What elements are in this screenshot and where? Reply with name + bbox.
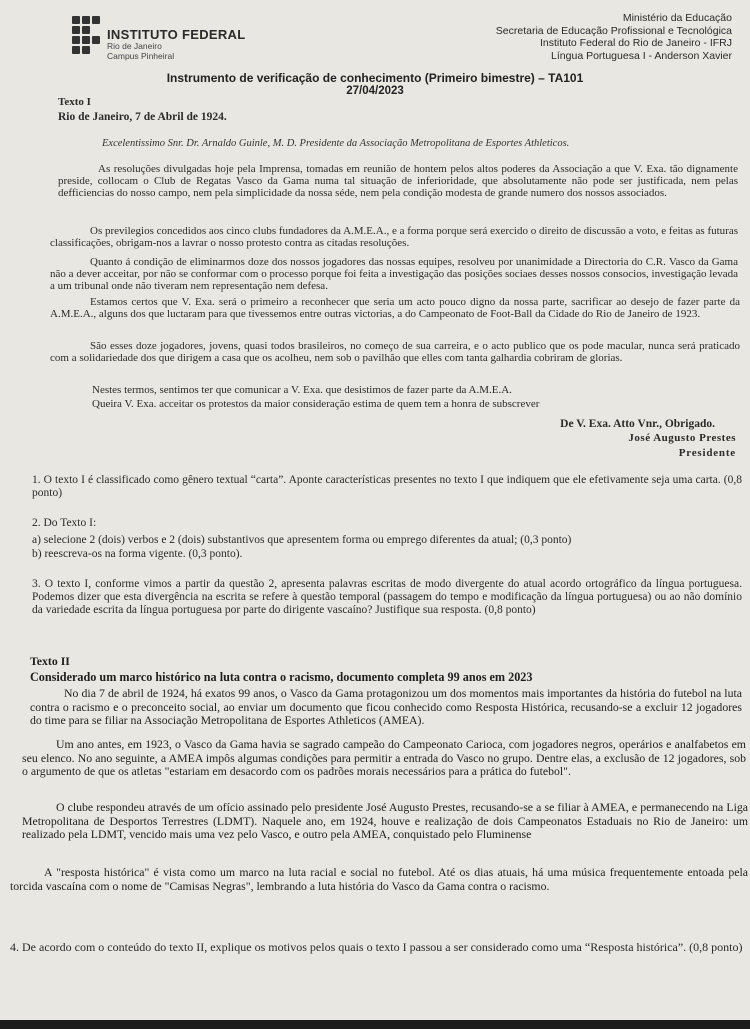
letter-paragraph-5: São esses doze jogadores, jovens, quasi todos brasileiros, no começo de sua carreira, e o acto publico que os pode macular, nunca será praticado com a solidariedade dos que dirigem a casa que os acolheu, nem sob o pavilhão que elles com tanta galhardia cobriram de glorias. bbox=[50, 340, 740, 365]
question-2a: a) selecione 2 (dois) verbos e 2 (dois) substantivos que apresentem forma ou emprego diferentes da atual; (0,3 ponto) bbox=[32, 534, 572, 546]
bottom-edge bbox=[0, 1020, 750, 1029]
question-4: 4. De acordo com o conteúdo do texto II, explique os motivos pelos quais o texto I passou a ser considerado como uma “Resposta histórica”. (0,8 ponto) bbox=[10, 940, 743, 954]
letter-signer-role: Presidente bbox=[678, 447, 736, 459]
texto2-paragraph-1: No dia 7 de abril de 1924, há exatos 99 anos, o Vasco da Gama protagonizou um dos momentos mais importantes da história do futebol na luta contra o racismo e o preconceito social, ao enviar um documento que ficou conhecido como Resposta Histórica, recusando-se a excluir 12 jogadores do time para se filiar na Associação Metropolitana de Esportes Athleticos (AMEA). bbox=[30, 686, 742, 728]
page-header bbox=[0, 0, 750, 100]
texto2-paragraph-3: O clube respondeu através de um ofício assinado pelo presidente José Augusto Prestes, recusando-se a se filiar à AMEA, e permanecendo na Liga Metropolitana de Desportos Terrestres (LDMT). Naquele ano, em 1924, houve e realização de dois Campeonatos Estaduais no Rio de Janeiro: um realizado pela LDMT, vencido mais uma vez pelo Vasco, e outro pela AMEA, conquistado pelo Fluminense bbox=[22, 800, 748, 842]
letter-paragraph-3: Quanto á condição de eliminarmos doze dos nossos jogadores das nossas equipes, resolveu por unanimidade a Directoria do C.R. Vasco da Gama não a dever acceitar, por não se conformar com o processo porque foi feita a investigação das posições sociaes desses nossos consocios, investigação levada a um tribunal onde não tiveram nem representação nem defesa. bbox=[50, 256, 738, 293]
letter-paragraph-4: Estamos certos que V. Exa. será o primeiro a reconhecer que seria um acto pouco digno da nossa parte, sacrificar ao desejo de fazer parte da A.M.E.A., alguns dos que luctaram para que tivessemos entre outras victorias, a do Campeonato de Foot-Ball da Cidade do Rio de Janeiro de 1923. bbox=[50, 296, 740, 321]
letter-paragraph-6: Nestes termos, sentimos ter que comunicar a V. Exa. que desistimos de fazer parte da A.M.E.A. bbox=[92, 384, 512, 396]
institution-name-block bbox=[107, 28, 245, 60]
question-1: 1. O texto I é classificado como gênero textual “carta”. Aponte características presentes no texto I que indiquem que ele efetivamente seja uma carta. (0,8 ponto) bbox=[32, 474, 742, 500]
letter-date-line: Rio de Janeiro, 7 de Abril de 1924. bbox=[58, 111, 227, 123]
institution-campus: Campus Pinheiral bbox=[107, 50, 175, 61]
letter-signer-name: José Augusto Prestes bbox=[628, 432, 736, 444]
question-2b: b) reescreva-os na forma vigente. (0,3 ponto). bbox=[32, 548, 243, 560]
institution-name: INSTITUTO FEDERAL bbox=[107, 27, 246, 42]
letter-paragraph-1: As resoluções divulgadas hoje pela Imprensa, tomadas em reunião de hontem pelos altos poderes da Associação a que V. Exa. tão dignamente preside, collocam o Club de Regatas Vasco da Gama numa tal situação de inferioridade, que absolutamente não pode ser justificada, nem pelas defficiencias do nosso campo, nem pela simplicidade da nossa séde, nem pela condição modesta de grande numero dos nossos associados. bbox=[58, 163, 738, 200]
texto2-label: Texto II bbox=[30, 654, 70, 668]
texto2-headline: Considerado um marco histórico na luta contra o racismo, documento completa 99 anos em 2023 bbox=[30, 670, 533, 684]
letter-paragraph-7: Queira V. Exa. acceitar os protestos da maior consideração estima de quem tem a honra de subscrever bbox=[92, 398, 540, 410]
exam-title: Instrumento de verificação de conhecimento (Primeiro bimestre) – TA101 bbox=[166, 71, 584, 85]
course-line: Língua Portuguesa I - Anderson Xavier bbox=[551, 49, 732, 62]
texto2-paragraph-2: Um ano antes, em 1923, o Vasco da Gama havia se sagrado campeão do Campeonato Carioca, com jogadores negros, operários e analfabetos em seu elenco. No ano seguinte, a AMEA impôs algumas condições para permitir a entrada do Vasco no grupo. Dentre elas, a exclusão de 12 jogadores, sob o argumento de que os atletas "estariam em desacordo com os padrões morais necessários para a prática do futebol". bbox=[22, 737, 746, 779]
institute-line: Instituto Federal do Rio de Janeiro - IFRJ bbox=[539, 37, 732, 49]
letter-closing: De V. Exa. Atto Vnr., Obrigado. bbox=[560, 418, 715, 430]
exam-date: 27/04/2023 bbox=[346, 85, 404, 97]
header-ministry-block bbox=[496, 12, 732, 62]
question-2-head: 2. Do Texto I: bbox=[32, 517, 97, 529]
letter-paragraph-2: Os previlegios concedidos aos cinco clubs fundadores da A.M.E.A., e a forma porque será exercido o direito de discussão a voto, e feitas as futuras classificações, obrigam-nos a lavrar o nosso protesto contra as citadas resoluções. bbox=[50, 225, 738, 250]
secretariat-line: Secretaria de Educação Profissional e Tecnológica bbox=[495, 24, 732, 37]
texto1-label: Texto I bbox=[58, 96, 91, 108]
ministry-line: Ministério da Educação bbox=[622, 12, 732, 24]
question-3: 3. O texto I, conforme vimos a partir da questão 2, apresenta palavras escritas de modo divergente do atual acordo ortográfico da língua portuguesa. Podemos dizer que esta divergência na escrita se refere à questão temporal (passagem do tempo e modificação da língua portuguesa) ou ao não domínio da variedade escrita da língua portuguesa por parte do dirigente vascaíno? Justifique sua resposta. (0,8 ponto) bbox=[32, 578, 742, 617]
institution-state: Rio de Janeiro bbox=[107, 41, 162, 51]
texto2-paragraph-4: A "resposta histórica" é vista como um marco na luta racial e social no futebol. Até os dias atuais, há uma música frequentemente entoada pela torcida vascaína com o nome de "Camisas Negras", lembrando a luta história do Vasco da Gama contra o racismo. bbox=[10, 865, 748, 893]
letter-salutation: Excelentissimo Snr. Dr. Arnaldo Guinle, M. D. Presidente da Associação Metropolitana de Esportes Athleticos. bbox=[102, 138, 570, 149]
institution-logo-icon bbox=[72, 16, 102, 60]
